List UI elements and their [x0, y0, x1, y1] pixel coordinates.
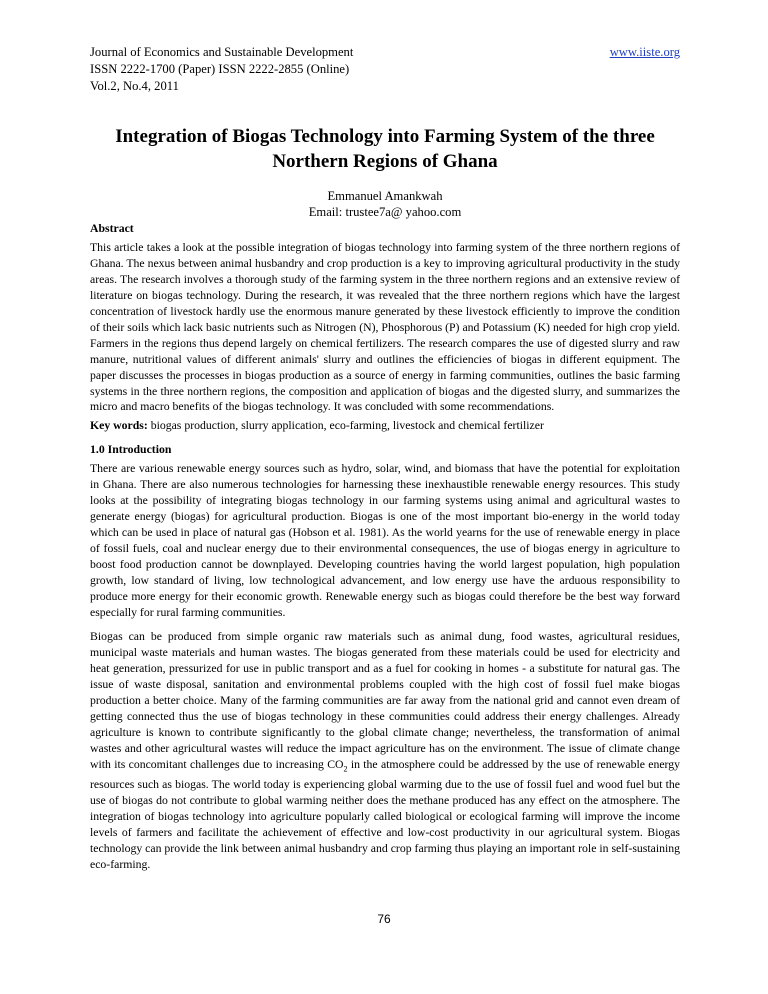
- paper-title: Integration of Biogas Technology into Farming System of the three Northern Regions of Ghana: [115, 126, 655, 172]
- co2-formula: $CO_2$: [327, 757, 348, 773]
- para2-text-b: in the atmosphere could be addressed by the use of renewable energy resources such as biogas. The world today is experiencing global warming due to the use of fossil fuel and wood fuel but the use of biogas do not contribute to global warming neither does the methane produced has any effect on the atmosphere. The integration of biogas technology into agriculture popularly called biological or ecological farming will improve the income levels of farmers and facilitate the achievement of effective and low-cost productivity in our agricultural system. Biogas technology can provide the link between animal husbandry and crop farming thus playing an important role in self-sustaining eco-farming.: [90, 757, 680, 871]
- page-number: 76: [377, 912, 391, 926]
- journal-header: [90, 44, 680, 95]
- paper-body: [90, 221, 680, 873]
- keywords-label: Key words:: [90, 419, 148, 433]
- abstract-text: This article takes a look at the possible integration of biogas technology into farming system of the three northern regions of Ghana. The nexus between animal husbandry and crop production is a key to improving agricultural productivity in the study areas. The research involves a thorough study of the farming system in the three northern regions and an extensive review of literature on biogas technology. During the research, it was revealed that the three northern regions which have the largest concentration of livestock hardly use the enormous manure generated by these livestock efficiently to improve the condition of their soils which lack basic nutrients such as Nitrogen (N), Phosphorous (P) and Potassium (K) needed for high crop yield. Farmers in the regions thus depend largely on chemical fertilizers. The research compares the use of digested slurry and raw manure, nutritional values of different animals' slurry and outlines the efficiencies of biogas in different equipment. The paper discusses the processes in biogas production as a source of energy in farming communities, outlines the basic farming systems in the three northern regions, the composition and application of biogas and the digested slurry, and summarizes the micro and macro benefits of the biogas technology. It was concluded with some recommendations.: [90, 240, 680, 414]
- abstract-heading: Abstract: [90, 222, 134, 235]
- author-name: Emmanuel Amankwah: [327, 189, 443, 203]
- introduction-heading: 1.0 Introduction: [90, 443, 172, 457]
- issn-line: ISSN 2222-1700 (Paper) ISSN 2222-2855 (Online): [90, 62, 350, 76]
- para2-text-a: Biogas can be produced from simple organic raw materials such as animal dung, food wastes, agricultural residues, municipal waste materials and human wastes. The biogas generated from these materials could be used for electricity and heat generation, pressurized for use in public transport and as a fuel for cooking in homes - a substitute for natural gas. The issue of waste disposal, sanitation and environmental problems coupled with the high cost of fossil fuel make biogas production a better choice. Many of the farming communities are far away from the national grid and cannot even dream of getting connected thus the use of biogas technology in these communities could address their energy challenges. Already agriculture is known to contribute significantly to the global climate change; nevertheless, the transformation of animal wastes and other agricultural wastes will reduce the impact agriculture has on the environment. The issue of climate change with its concomitant challenges due to increasing: [90, 629, 680, 771]
- journal-url-link[interactable]: www.iiste.org: [609, 45, 680, 59]
- keywords-text: biogas production, slurry application, eco-farming, livestock and chemical fertilizer: [147, 419, 544, 433]
- volume-line: Vol.2, No.4, 2011: [90, 79, 179, 93]
- author-block: [90, 188, 680, 220]
- introduction-paragraph-1: There are various renewable energy sources such as hydro, solar, wind, and biomass that have the potential for exploitation in Ghana. There are also numerous technologies for harnessing these inexhaustible renewable energy resources. This study looks at the possibility of integrating biogas technology in our farming systems using animal and agricultural wastes to generate energy (biogas) for agricultural production. Biogas is one of the most important bio-energy in the world today which can be used in place of natural gas (Hobson et al. 1981). As the world yearns for the use of renewable energy in place of fossil fuels, coal and nuclear energy due to their environmental consequences, the use of biogas energy in agriculture to boost food production cannot be downplayed. Developing countries having the world largest population, high population growth, low standard of living, low technological advancement, and low energy use have the arduous responsibility to produce more energy for their economic growth. Renewable energy such as biogas could therefore be the best way forward especially for rural farming communities.: [90, 462, 680, 619]
- journal-name: Journal of Economics and Sustainable Development: [90, 45, 354, 59]
- author-email: Email: trustee7a@ yahoo.com: [308, 205, 462, 219]
- keywords-line: [90, 418, 680, 434]
- introduction-paragraph-2: [90, 629, 680, 873]
